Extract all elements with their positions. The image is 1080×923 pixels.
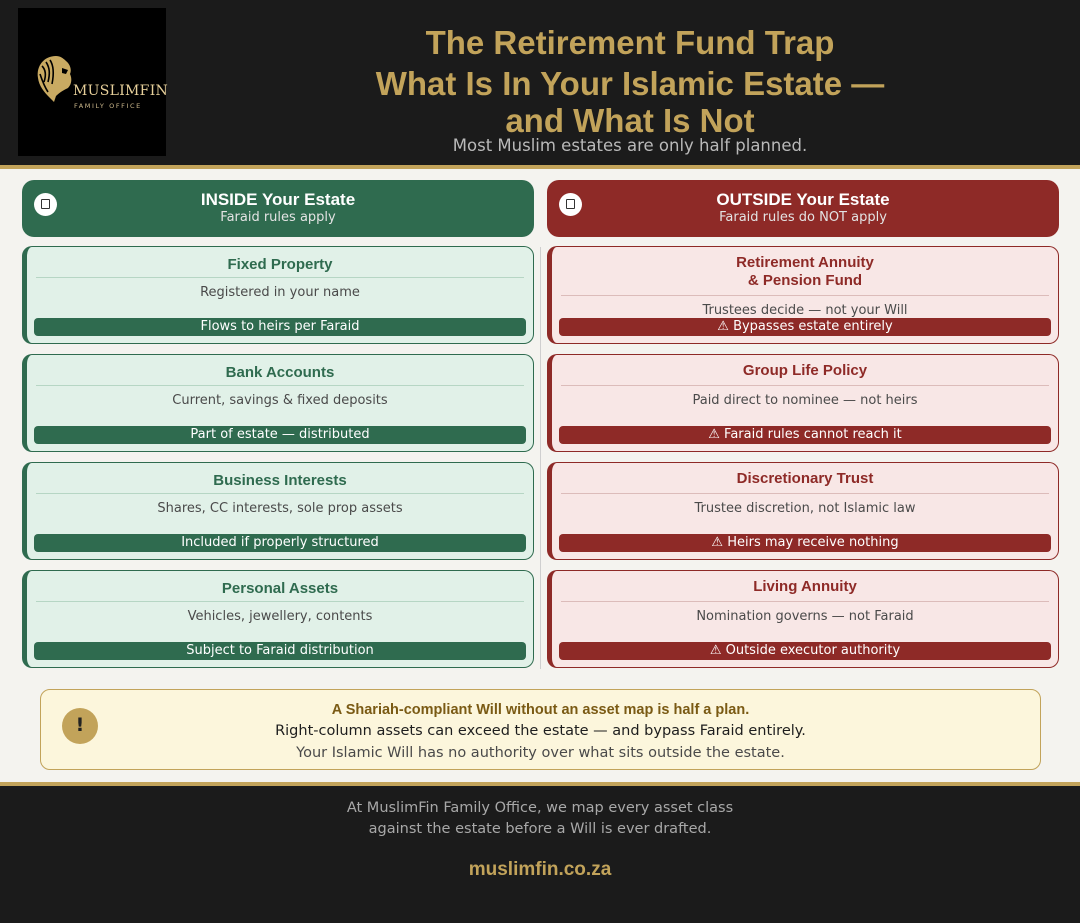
card-status-band: Flows to heirs per Faraid [34, 318, 526, 336]
card-title: Discretionary Trust [736, 470, 874, 487]
exclamation-icon: ! [62, 708, 98, 744]
card-rule [561, 385, 1049, 386]
card-title-line-2: & Pension Fund [747, 272, 863, 289]
card-title: Group Life Policy [742, 362, 868, 379]
card-description: Shares, CC interests, sole prop assets [157, 501, 403, 516]
inside-card-business-interests [22, 462, 534, 560]
page-title-line-1: The Retirement Fund Trap [425, 24, 835, 61]
card-title: Living Annuity [753, 578, 857, 595]
inside-card-bank-accounts [22, 354, 534, 452]
card-title-line-1: Retirement Annuity [736, 254, 874, 271]
inside-estate-title: INSIDE Your Estate [200, 190, 356, 209]
card-description: Trustee discretion, not Islamic law [694, 501, 916, 516]
card-rule [36, 277, 524, 278]
card-status-band: Subject to Faraid distribution [34, 642, 526, 660]
page-tagline: Most Muslim estates are only half planned. [452, 136, 808, 155]
card-rule [36, 493, 524, 494]
outside-estate-title: OUTSIDE Your Estate [716, 190, 890, 209]
card-title: Bank Accounts [225, 364, 335, 381]
callout-line-2: Right-column assets can exceed the estate — and bypass Faraid entirely. [275, 723, 806, 739]
card-status-band: ⚠ Faraid rules cannot reach it [559, 426, 1051, 444]
outside-estate-subtitle: Faraid rules do NOT apply [719, 210, 887, 225]
inside-estate-header [22, 180, 534, 237]
callout-headline: A Shariah-compliant Will without an asset map is half a plan. [331, 702, 750, 718]
logo-name: MUSLIMFIN [73, 83, 169, 99]
footer-website-link[interactable]: muslimfin.co.za [468, 859, 612, 880]
outside-card-group-life-policy [547, 354, 1059, 452]
header [0, 0, 1080, 165]
card-status-band: Part of estate — distributed [34, 426, 526, 444]
card-status-band: Included if properly structured [34, 534, 526, 552]
outside-card-living-annuity [547, 570, 1059, 668]
card-description: Paid direct to nominee — not heirs [692, 393, 918, 408]
card-title: Business Interests [213, 472, 347, 489]
card-description: Vehicles, jewellery, contents [187, 609, 373, 624]
card-title: Personal Assets [221, 580, 339, 597]
card-rule [36, 601, 524, 602]
card-rule [561, 295, 1049, 296]
footer [0, 786, 1080, 923]
main-panel [0, 169, 1080, 782]
inside-estate-subtitle: Faraid rules apply [220, 210, 336, 225]
outside-card-retirement-annuity [547, 246, 1059, 344]
inside-card-personal-assets [22, 570, 534, 668]
outside-estate-header [547, 180, 1059, 237]
card-description: Registered in your name [200, 285, 360, 300]
card-rule [561, 493, 1049, 494]
column-divider [540, 247, 541, 669]
card-rule [561, 601, 1049, 602]
footer-line-1: At MuslimFin Family Office, we map every asset class [346, 800, 734, 816]
logo [18, 8, 169, 156]
lion-icon [32, 52, 76, 106]
outside-card-discretionary-trust [547, 462, 1059, 560]
card-description: Trustees decide — not your Will [702, 303, 908, 318]
callout-line-3: Your Islamic Will has no authority over what sits outside the estate. [296, 745, 785, 761]
card-status-band: ⚠ Outside executor authority [559, 642, 1051, 660]
logo-subtitle: FAMILY OFFICE [74, 102, 142, 110]
card-status-band: ⚠ Heirs may receive nothing [559, 534, 1051, 552]
footer-line-2: against the estate before a Will is ever drafted. [368, 821, 712, 837]
card-status-band: ⚠ Bypasses estate entirely [559, 318, 1051, 336]
warning-callout [40, 689, 1041, 770]
card-description: Nomination governs — not Faraid [696, 609, 914, 624]
card-description: Current, savings & fixed deposits [172, 393, 388, 408]
card-title: Fixed Property [227, 256, 333, 273]
page-title-line-3: and What Is Not [505, 102, 755, 139]
card-rule [36, 385, 524, 386]
page-title-line-2: What Is In Your Islamic Estate — [375, 65, 885, 102]
inside-card-fixed-property [22, 246, 534, 344]
